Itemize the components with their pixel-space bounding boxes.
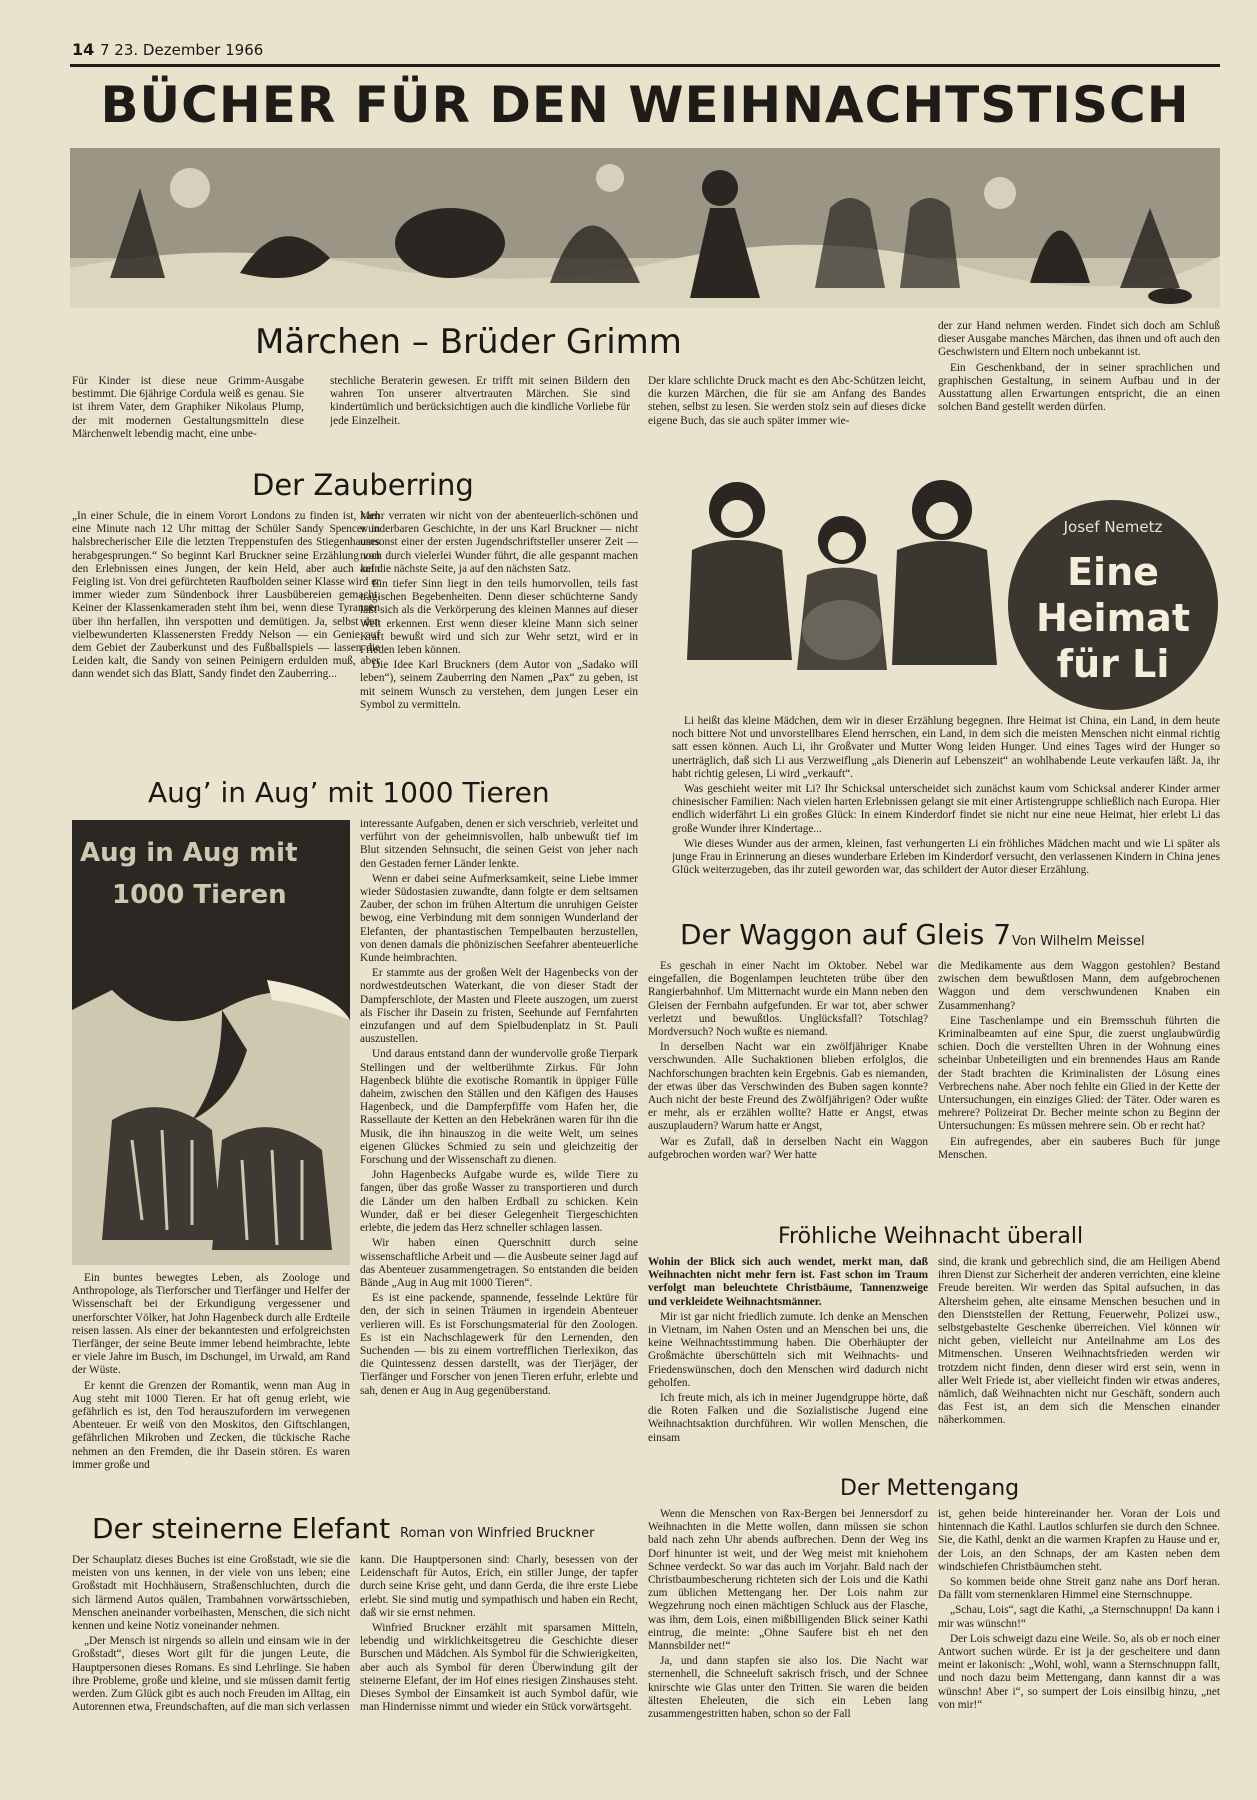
mettengang-p4: So kommen beide ohne Streit ganz nahe ans Dorf heran. Da fällt vom sternenklaren Himmel eine Sternschnuppe.	[938, 1576, 1220, 1602]
zauberring-p4: Die Idee Karl Bruckners (dem Autor von „Sadako will leben“), seinem Zauberring den Namen „Pax“ zu geben, ist mit seinem Wunsch zu verstehen, dem jungen Leser ein Symbol zu vermitteln.	[360, 659, 638, 711]
mettengang-p3: ist, gehen beide hintereinander her. Voran der Lois und hintennach die Kathl. Lautlos schlurfen sie durch den Schnee. Sie, die Kathl, denkt an die warmen Krapfen zu Hause und er, der Lois, an den Schnaps, der am Kasten neben dem windschiefen Christbäumchen steht.	[938, 1508, 1220, 1573]
elefant-headline: Der steinerne Elefant	[92, 1512, 391, 1545]
mettengang-p1: Wenn die Menschen von Rax-Bergen bei Jennersdorf zu Weihnachten in die Mette wollen, dann müssen sie schon bald nach zehn Uhr abends aufbrechen. Denn der Weg ins Dorf hinunter ist weit, und der Weg meist mit kniehohem Schnee verdeckt. So war das auch im Vorjahr. Bald nach der Christbaumbescherung richteten sich der Lois und die Kathi zum üblichen Mettengang her. Der Lois nahm zur Wegzehrung noch einen mächtigen Schluck aus der Flasche, was ihm, dem Lois, einen mißbilligenden Blick seiner Kathi eintrug, die meinte: „Ohne Saufere bist eh net den Mannsbilder net!“	[648, 1508, 928, 1653]
mettengang-p5: „Schau, Lois“, sagt die Kathi, „a Sternschnuppn! Da kann i mir was wünschn!“	[938, 1604, 1220, 1630]
weihnacht-col-1	[648, 1256, 928, 1447]
mettengang-p2: Ja, und dann stapfen sie also los. Die Nacht war sternenhell, die Schneeluft sakrisch frisch, und der Schnee knirschte wie Glas unter den Tritten. Sie waren die beiden ältesten Eheleuten, die sich ein Leben lang zusammengestritten haben, schon so der Fall	[648, 1655, 928, 1721]
page-title: BÜCHER FÜR DEN WEIHNACHTSTISCH	[100, 76, 1190, 134]
mettengang-headline: Der Mettengang	[840, 1476, 1020, 1501]
zauberring-col-1	[72, 510, 380, 684]
fairy-tale-illustration-icon	[70, 148, 1220, 308]
elefant-p3: kann. Die Hauptpersonen sind: Charly, besessen von der Leidenschaft für Autos, Erich, ein stiller Junge, der tapfer durch seine Krise geht, und dann Gerda, die ihre erste Liebe erlebt. Sie sind mutig und sympathisch und haben ein Recht, daß wir sie ernst nehmen.	[360, 1554, 638, 1619]
zauberring-p3: Ein tiefer Sinn liegt in den teils humorvollen, teils fast tragischen Begebenheiten. Denn dieser schüchterne Sandy läßt sich als die Verkörperung des kleinen Mannes auf dieser Welt erkennen. Erst wenn dieser kleine Mann sich seiner Kraft bewußt wird und sich zur Wehr setzt, wird er in Frieden leben können.	[360, 578, 638, 657]
maerchen-text-2: stechliche Beraterin gewesen. Er trifft mit seinen Bildern den wahren Ton unserer altvertrauten Märchen. Sie sind kindertümlich und berücksichtigen auch die kindliche Vorliebe für jede Einzelheit.	[330, 375, 630, 427]
tieren-caption	[72, 1272, 350, 1474]
maerchen-col-4	[938, 320, 1220, 416]
elefant-byline: Roman von Winfried Bruckner	[400, 1526, 595, 1541]
tieren-p3: Er stammte aus der großen Welt der Hagenbecks von der nordwestdeutschen Waterkant, die von dieser Stadt der Dampferschlote, der Masten und Fleete auszogen, um zuerst als Fischer ihr Dasein zu fristen, Seehunde auf Fernfahrten einzufangen und auf dem Spielbudenplatz in St. Pauli auszustellen.	[360, 967, 638, 1046]
maerchen-text-1: Für Kinder ist diese neue Grimm-Ausgabe bestimmt. Die 6jährige Cordula weiß es genau. Sie ist ihrem Vater, dem Graphiker Nikolaus Plump, der mit modernen Gestaltungsmitteln diese Märchenwelt lebendig macht, eine unbe-	[72, 375, 304, 440]
tieren-cover-text-2: 1000 Tieren	[112, 880, 287, 910]
mettengang-p6: Der Lois schweigt dazu eine Weile. So, als ob er noch einer Antwort suchen würde. Er ist ja der gescheitere und dann meint er lakonisch: „Wohl, wohl, wann a Sternschnuppn fallt, und noch dazu beim Mettengang, dann kannst dir a was wünschn! Aber i“, so sumpert der Lois einsilbig hinzu, „net von mir!“	[938, 1632, 1220, 1711]
heimat-book-title-3: für Li	[1056, 642, 1170, 686]
maerchen-text-4b: Ein Geschenkband, der in seiner sprachlichen und graphischen Gestaltung, in seinem Aufbau und in der Ausstattung allen Erwartungen entspricht, die an einen solchen Band gestellt werden dürfen.	[938, 361, 1220, 414]
heimat-p2: Was geschieht weiter mit Li? Ihr Schicksal unterscheidet sich zunächst kaum vom Schicksal anderer Kinder armer chinesischer Familien: Nach vielen harten Erlebnissen gelangt sie mit einer Artistengruppe schließlich nach Europa. Hier endlich widerfährt Li ein großes Glück: In einem Kinderdorf findet sie nicht nur eine neue Heimat, hier erlebt Li das große Wunder ihrer Kindertage...	[672, 783, 1220, 835]
maerchen-col-3	[648, 375, 926, 430]
elefant-p4: Winfried Bruckner erzählt mit sparsamen Mitteln, lebendig und wirklichkeitsgetreu die Geschichte dieser Burschen und Mädchen. Als Symbol für die Schwierigkeiten, aber auch als Symbol für deren Überwindung gilt der steinerne Elefant, der im Hof eines riesigen Zinshauses steht. Dieses Symbol der Einsamkeit ist auch Symbol dafür, wie man Hindernisse nimmt und wieder ein Stück vorwärtsgeht.	[360, 1622, 638, 1714]
weihnacht-p3: Ich freute mich, als ich in meiner Jugendgruppe hörte, daß die Roten Falken und die Sozialistische Jugend eine Weihnachtsaktion durchführen. Wir wollen Menschen, die einsam	[648, 1392, 928, 1444]
mettengang-col-1	[648, 1508, 928, 1723]
page-number: 14	[72, 40, 95, 59]
tieren-book-cover	[72, 820, 350, 1265]
elefant-col-1	[72, 1554, 350, 1716]
issue-date: 7 23. Dezember 1966	[100, 41, 264, 59]
tieren-p5: John Hagenbecks Aufgabe wurde es, wilde Tiere zu fangen, über das große Wasser zu transportieren und durch die Länder um den halben Erdball zu schicken. Kein Wunder, daß er bei dieser Gelegenheit Tiergeschichten erlebte, die jedem das Herz schneller schlagen lassen.	[360, 1169, 638, 1235]
weihnacht-p4: sind, die krank und gebrechlich sind, die am Heiligen Abend ihren Dienst zur Sicherheit der anderen verrichten, eine kleine Freude bereiten. Wir werden das Spital aufsuchen, in das Altersheim gehen, alte einsame Menschen besuchen und in den Dienststellen der Rettung, Feuerwehr, Polizei usw., selbstgebastelte Geschenke überreichen. Viel können wir nicht geben, vielleicht nur Anteilnahme am Los des Mitmenschen. Unseren Weihnachtsfrieden werden wir trotzdem nicht finden, denn dieser wird erst sein, wenn in aller Welt Friede ist, aber vielleicht finden wir etwas anderes, nämlich, daß Weihnachten nicht nur Geschäft, sondern auch das Fest ist, an dem sich die Menschen einander näherkommen.	[938, 1256, 1220, 1427]
tieren-p6: Wir haben einen Querschnitt durch seine wissenschaftliche Arbeit und — die Ausbeute seiner Jagd auf das Abenteuer zusammengetragen. So entstanden die beiden Bände „Aug in Aug mit 1000 Tieren“.	[360, 1237, 638, 1289]
waggon-col-2	[938, 960, 1220, 1164]
elefant-p2: „Der Mensch ist nirgends so allein und einsam wie in der Großstadt“, dieses Wort gilt für die jungen Leute, die Hauptpersonen dieses Romans. Es sind Lehrlinge. Sie haben ihre Probleme, große und kleine, und sie müssen damit fertig werden. Zum Glück gibt es auch noch Freuden im Alltag, ein Autorennen etwa, Freundschaften, auf die man sich verlassen	[72, 1635, 350, 1714]
maerchen-text-4a: der zur Hand nehmen werden. Findet sich doch am Schluß dieser Ausgabe manches Märchen, das ihnen und oft auch den Geschwistern und Eltern noch unbekannt ist.	[938, 320, 1220, 359]
waggon-p5: Eine Taschenlampe und ein Bremsschuh führten die Kriminalbeamten auf eine Spur, die zuerst unglaubwürdig schien. Doch die verstellten Uhren in der Wohnung eines scheinbar Unbeteiligten und ein brennendes Haus am Rande der Stadt brachten die Kriminalisten der Lösung eines Verbrechens nahe. Aber noch fehlte ein Glied in der Kette der Untersuchungen, ein einziges Glied: der Täter. Oder waren es mehrere? Polizeirat Dr. Becher meinte schon zu Beginn der Untersuchungen: Es müssen mehrere sein. Ob er recht hat?	[938, 1014, 1220, 1133]
heimat-book-cover	[1008, 500, 1218, 710]
waggon-p4: die Medikamente aus dem Waggon gestohlen? Bestand zwischen dem bewußtlosen Mann, dem aufgebrochenen Waggon und dem verschwundenen Knaben ein Zusammenhang?	[938, 960, 1220, 1012]
heimat-book-title-1: Eine	[1067, 550, 1159, 594]
tieren-caption-1: Ein buntes bewegtes Leben, als Zoologe und Anthropologe, als Tierforscher und Tierfänger und Helfer der Wissenschaft bei der Erkundigung vergessener und unerforschter Völker, hat John Hagenbeck durch alle Erdteile reisen lassen. Als einer der bekanntesten und erfolgreichsten Tierfänger, der seine Beute immer lebend heimbrachte, lebte er viele Jahre im Busch, im Dschungel, im Urwald, am Rand der Wüste.	[72, 1272, 350, 1377]
maerchen-col-2	[330, 375, 630, 430]
tieren-p2: Wenn er dabei seine Aufmerksamkeit, seine Liebe immer wieder Südostasien zuwandte, dann folgte er dem seltsamen Zauber, der schon im frühen Altertum die unruhigen Geister bewog, eine Verbindung mit dem sonnigen Wunderland der Elefanten, der phantastischen Tempelbauten herzustellen, von denen damals die phönizischen Seefahrer abenteuerliche Kunde heimbrachten.	[360, 872, 638, 965]
waggon-p3: War es Zufall, daß in derselben Nacht ein Waggon aufgebrochen worden war? Wer hatte	[648, 1135, 928, 1161]
weihnacht-p2: Mir ist gar nicht friedlich zumute. Ich denke an Menschen in Vietnam, im Nahen Osten und an Menschen bei uns, die keine Weihnachtsstimmung haben. Die Oberhäupter der Großmächte überschütteln sich mit Weihnachts- und Friedenswünschen, doch den Menschen wird dadurch nicht geholfen.	[648, 1310, 928, 1389]
zauberring-p1: „In einer Schule, die in einem Vorort Londons zu finden ist, kam eine Minute nach 12 Uhr mittag der Schüler Sandy Spencer in halsbrecherischer Eile die letzten Treppenstufen des Stiegenhauses herabgesprungen.“ So beginnt Karl Bruckner seine Erzählung von den Erlebnissen eines Jungen, der kein Held, aber auch kein Feigling ist. Von drei gefürchteten Raufbolden seiner Klasse wird er immer wieder zum Sündenbock ihrer Lausbübereien gemacht. Keiner der Klassenkameraden steht ihm bei, wenn diese Tyrannen über ihn herfallen, ihn verspotten und demütigen. Ja, selbst den vielbewunderten Klassenersten Freddy Nelson — ein Genie auf dem Gebiet der Zauberkunst und des Fußballspiels — lassen die Leiden kalt, die Sandy von seinen Peinigern erdulden muß, aber dann wendet sich das Blatt, Sandy findet den Zauberring...	[72, 510, 380, 681]
zauberring-col-2	[360, 510, 638, 714]
tieren-headline: Aug’ in Aug’ mit 1000 Tieren	[148, 776, 550, 809]
waggon-col-1	[648, 960, 928, 1164]
mettengang-col-2	[938, 1508, 1220, 1714]
maerchen-col-1	[72, 375, 304, 443]
weihnacht-col-2	[938, 1256, 1220, 1430]
weihnacht-headline: Fröhliche Weihnacht überall	[778, 1224, 1084, 1249]
elefant-p1: Der Schauplatz dieses Buches ist eine Großstadt, wie sie die meisten von uns kennen, in der viele von uns leben; eine Großstadt mit Hochhäusern, Straßenschluchten, durch die sich lärmend Autos quälen, Trambahnen vorwärtsschieben, Menschen aneinander vorbeihasten, Menschen, die sich nicht kennen und keine Notiz voneinander nehmen.	[72, 1554, 350, 1633]
tieren-caption-2: Er kennt die Grenzen der Romantik, wenn man Aug in Aug steht mit 1000 Tieren. Er hat oft genug erlebt, wie gefährlich es ist, den Tod herauszufordern im verwegenen Abenteuer. Er weiß von den Moskitos, den Giftschlangen, gefährlichen Mikroben und Zecken, die tückische Rache nehmen an den Fremden, die ihr Dasein stören. Es waren immer große und	[72, 1379, 350, 1471]
children-illustration	[672, 470, 1017, 680]
waggon-byline: Von Wilhelm Meissel	[1012, 934, 1145, 949]
elefant-col-2	[360, 1554, 638, 1716]
waggon-p1: Es geschah in einer Nacht im Oktober. Nebel war eingefallen, die Bogenlampen leuchteten trübe über den Rangierbahnhof. Um Mitternacht wurde ein Mann neben den Gleisen der Fernbahn aufgefunden. Er war tot, aber schwer verletzt und bewußtlos. Unglücksfall? Totschlag? Mordversuch? Noch wußte es niemand.	[648, 960, 928, 1039]
tieren-p4: Und daraus entstand dann der wundervolle große Tierpark Stellingen und der weltberühmte Zirkus. Für John Hagenbeck blühte die exotische Romantik in üppiger Fülle daheim, zwischen den Ställen und den Käfigen des Hauses Hagenbeck, und die Dampferpfiffe vom Hafen her, die Rassellaute der Ketten an den Hebekränen waren für ihn die Musik, die ihn hinauszog in die weite Welt, um seines eigenen Glückes Schmied zu sein und gleichzeitig der Forschung und der Wissenschaft zu dienen.	[360, 1048, 638, 1167]
heimat-p1: Li heißt das kleine Mädchen, dem wir in dieser Erzählung begegnen. Ihre Heimat ist China, ein Land, in dem heute noch bittere Not und unvorstellbares Elend herrschen, ein Land, in dem sich die meisten Menschen nicht einmal richtig satt essen können. Auch Li, ihr Großvater und Mutter Wong leiden Hunger. Und eines Tages wird der Hunger so unerträglich, daß sich Li aus Verzweiflung „als Dienerin auf Lebenszeit“ an wohlhabende Leute verkaufen läßt. Ja, ihr habt richtig gelesen, Li wird „verkauft“.	[672, 715, 1220, 780]
zauberring-headline: Der Zauberring	[252, 468, 474, 502]
heimat-book-title-2: Heimat	[1035, 596, 1190, 640]
tieren-cover-text-1: Aug in Aug mit	[80, 838, 298, 868]
tieren-p7: Es ist eine packende, spannende, fesselnde Lektüre für den, der sich in seinen Träumen in irgendein Abenteuer verlieren will. Es ist Forschungsmaterial für den Zoologen. Es ist ein Nachschlagewerk für den Lernenden, den Suchenden — bis zu einem vortrefflichen Tierlexikon, das die Quintessenz dessen darstellt, was der Tierjäger, der Tierfänger und Forscher von jenen Tieren erfuhr, erlebte und sah, denen er Aug in Aug gegenüberstand.	[360, 1292, 638, 1397]
heimat-book-author: Josef Nemetz	[1063, 518, 1163, 536]
waggon-headline: Der Waggon auf Gleis 7	[680, 918, 1012, 951]
maerchen-headline: Märchen – Brüder Grimm	[255, 322, 682, 362]
heimat-p3: Wie dieses Wunder aus der armen, kleinen, fast verhungerten Li ein fröhliches Mädchen macht und wie Li später als junge Frau in Erinnerung an dieses wunderbare Erleben im Kinderdorf versucht, den verlassenen Kindern in China jenes Glück weiterzugeben, das ihr zuteil geworden war, das schildert der Autor dieser Erzählung.	[672, 837, 1220, 877]
zauberring-p2: Mehr verraten wir nicht von der abenteuerlich-schönen und wunderbaren Geschichte, in der uns Karl Bruckner — nicht umsonst einer der ersten Jugendschriftsteller unserer Zeit — noch durch vielerlei Wunder führt, die alle gespannt machen auf die nächste Seite, ja auf den nächsten Satz.	[360, 510, 638, 575]
masthead-rule	[70, 64, 1220, 67]
waggon-p2: In derselben Nacht war ein zwölfjähriger Knabe verschwunden. Alle Suchaktionen blieben erfolglos, die Nachforschungen brachten kein Ergebnis. Gab es niemanden, der etwas über das Verschwinden des Buben sagen konnte? Auch nicht der beste Freund des Zwölfjährigen? Oder wußte er mehr, als er erzählen wollte? Hatte er Angst, etwas auszuplaudern? Warum hatte er Angst,	[648, 1041, 928, 1133]
weihnacht-p1: Wohin der Blick sich auch wendet, merkt man, daß Weihnachten nicht mehr fern ist. Fast schon im Traum verfolgt man beleuchtete Christbäume, Tannenzweige und verkleidete Weihnachtsmänner.	[648, 1256, 928, 1308]
tieren-p1: interessante Aufgaben, denen er sich verschrieb, verleitet und verführt von der geheimnisvollen, halb unbewußt tief im Blut sitzenden Sehnsucht, die seinen Geist von jeher nach den Gestaden ferner Länder lenkte.	[360, 818, 638, 870]
heimat-body	[672, 715, 1220, 879]
maerchen-text-3: Der klare schlichte Druck macht es den Abc-Schützen leicht, die kurzen Märchen, die für sie am Anfang des Bandes stehen, selbst zu lesen. Sie werden stolz sein auf dieses dicke eigene Buch, das sie auch später immer wie-	[648, 375, 926, 427]
tieren-col-2	[360, 818, 638, 1400]
waggon-p6: Ein aufregendes, aber ein sauberes Buch für junge Menschen.	[938, 1135, 1220, 1161]
